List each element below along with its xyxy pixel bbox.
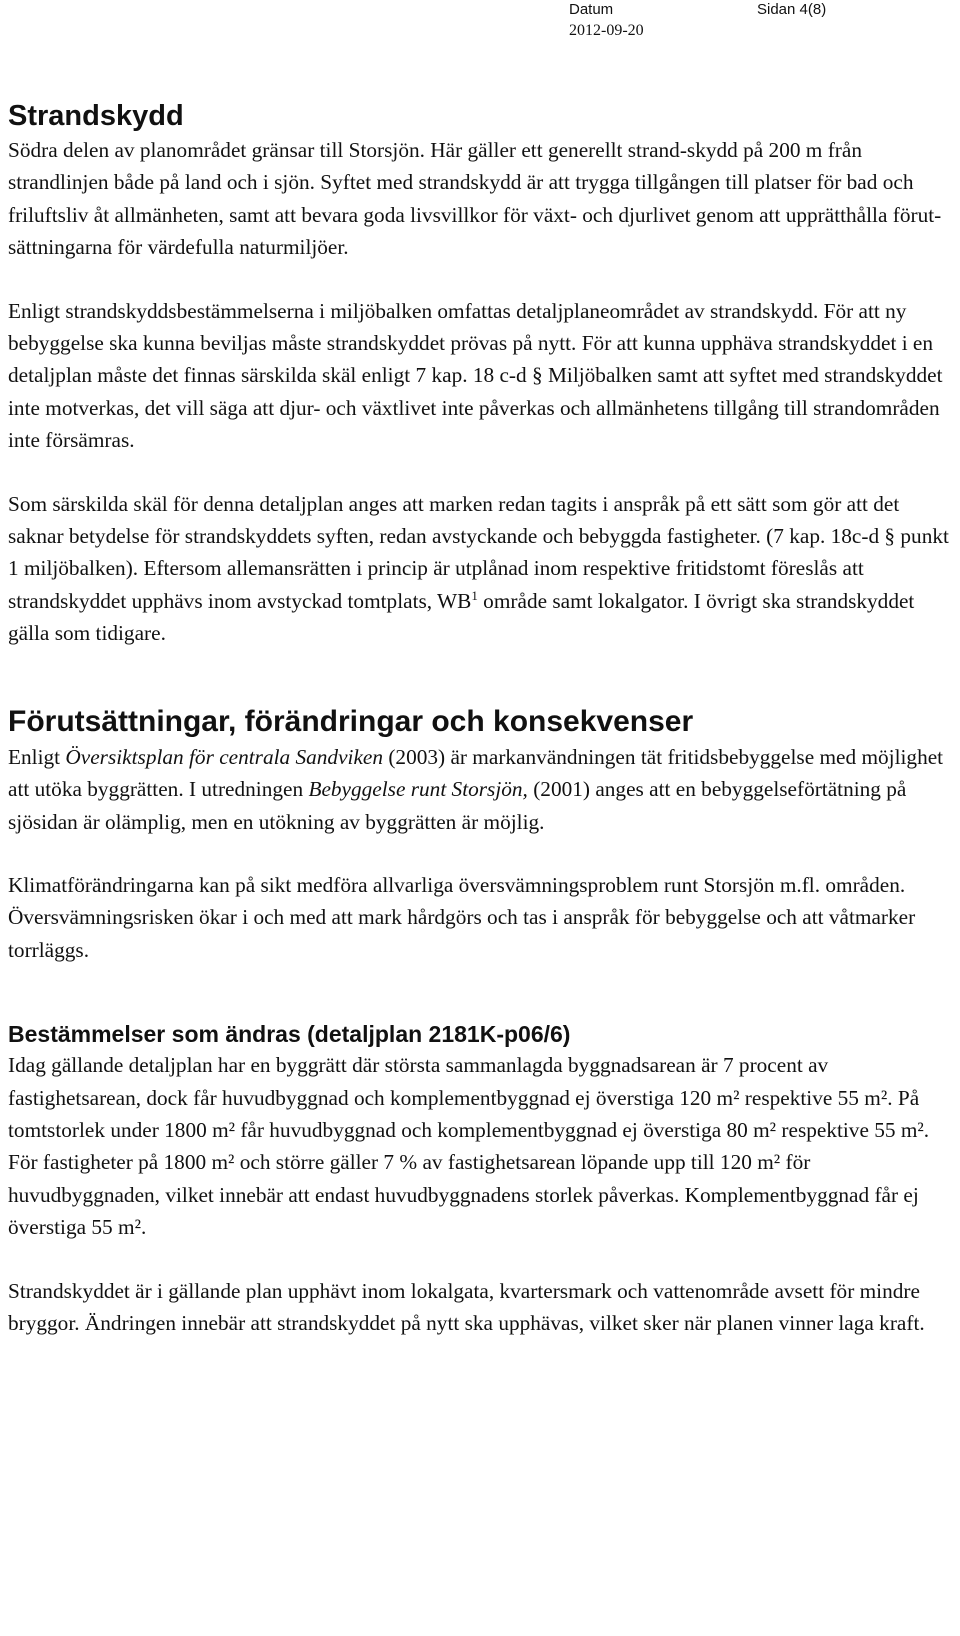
forutsattningar-paragraph-2: Klimatförändringarna kan på sikt medföra allvarliga översvämningsproblem runt Storsjön m.fl. områden. Översvämningsrisken ökar i och med att mark hårdgörs och tas i anspråk för bebyggelse och att våtmarker torrläggs. (8, 872, 916, 962)
section-title-bestammelser: Bestämmelser som ändras (detaljplan 2181K-p06/6) (8, 1021, 571, 1048)
strandskydd-paragraph-2: Enligt strandskyddsbestämmelserna i miljöbalken omfattas detaljplaneområdet av strandskydd. För att ny bebyggelse ska kunna beviljas måste strandskyddet prövas på nytt. För att kunna upphäva strandskyddet i en detaljplan måste det finnas särskilda skäl enligt 7 kap. 18 c-d § Miljöbalken samt att syftet med strandskyddet inte motverkas, det vill säga att djur- och växtlivet inte påverkas och allmänhetens tillgång till strandområden inte försämras. (8, 298, 943, 453)
strandskydd-paragraph-1: Södra delen av planområdet gränsar till Storsjön. Här gäller ett generellt strand-skydd på 200 m från strandlinjen både på land och i sjön. Syftet med strandskydd är att trygga tillgången till platser för bad och friluftsliv åt allmänheten, samt att bevara goda livsvillkor för växt- och djurlivet genom att upprätthålla förut-sättningarna för värdefulla naturmiljöer. (8, 138, 942, 260)
section-title-forutsattningar: Förutsättningar, förändringar och konsekvenser (8, 704, 694, 738)
section-title-strandskydd: Strandskydd (8, 100, 184, 132)
document-date: 2012-09-20 (569, 22, 644, 39)
bestammelser-paragraph-1: Idag gällande detaljplan har en byggrätt där största sammanlagda byggnadsarean är 7 procent av fastighetsarean, dock får huvudbyggnad och komplementbyggnad ej överstiga 120 m² respektive 55 m². På tomtstorlek under 1800 m² får huvudbyggnad och komplementbyggnad ej överstiga 80 m² respektive 55 m². För fastigheter på 1800 m² och större gäller 7 % av fastighetsarean löpande upp till 120 m² för huvudbyggnaden, vilket innebär att endast huvudbyggnadens storlek påverkas. Komplementbyggnad får ej överstiga 55 m². (8, 1053, 930, 1240)
strandskydd-paragraph-3: Som särskilda skäl för denna detaljplan anges att marken redan tagits i anspråk på ett sätt som gör att det saknar betydelse för strandskyddets syften, redan avstyckande och bebyggda fastigheter. (7 kap. 18c-d § punkt 1 miljöbalken). Eftersom allemansrätten i princip är utplånad inom respektive fritidstomt föreslås att strandskyddet upphävs inom avstyckad tomtplats, $WB^1$ område samt lokalgator. I övrigt ska strandskyddet gälla som tidigare. (8, 491, 949, 646)
forutsattningar-paragraph-1: Enligt Översiktsplan för centrala Sandviken (2003) är markanvändningen tät fritidsbebyggelse med möjlighet att utöka byggrätten. I utredningen Bebyggelse runt Storsjön, (2001) anges att en bebyggelseförtätning på sjösidan är olämplig, men en utökning av byggrätten är möjlig. (8, 744, 944, 834)
bestammelser-paragraph-2: Strandskyddet är i gällande plan upphävt inom lokalgata, kvartersmark och vattenområde avsett för mindre bryggor. Ändringen innebär att strandskyddet på nytt ska upphävas, vilket sker när planen vinner laga kraft. (8, 1278, 925, 1335)
footnote-ref: 1 (471, 587, 478, 603)
document-body (8, 98, 953, 1339)
page-number: Sidan 4(8) (757, 1, 827, 18)
datum-label: Datum (569, 1, 614, 18)
